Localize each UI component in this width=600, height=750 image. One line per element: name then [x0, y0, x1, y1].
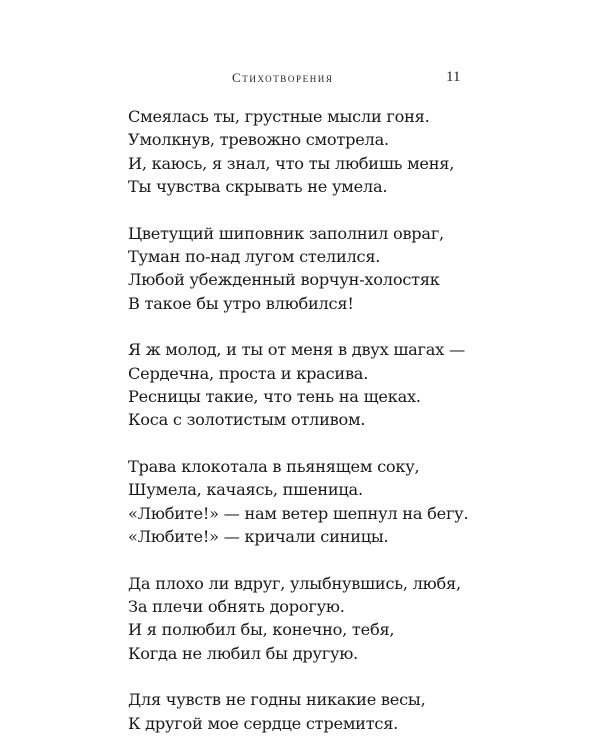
- poem-body: [128, 105, 508, 735]
- page-number: 11: [446, 69, 461, 85]
- poem-line: Для чувств не годны никакие весы,: [128, 690, 426, 710]
- poem-line: Любой убежденный ворчун-холостяк: [128, 270, 440, 290]
- poem-line: Я ж молод, и ты от меня в двух шагах —: [128, 340, 465, 360]
- stanza: [128, 338, 508, 432]
- poem-line: Цветущий шиповник заполнил овраг,: [128, 223, 444, 243]
- poem-line: И я полюбил бы, конечно, тебя,: [128, 620, 395, 640]
- poem-line: За плечи обнять дорогую.: [128, 596, 345, 616]
- stanza: [128, 105, 508, 199]
- poem-line: Да плохо ли вдруг, улыбнувшись, любя,: [128, 573, 461, 593]
- poem-line: Ты чувства скрывать не умела.: [128, 177, 388, 197]
- poem-line: Когда не любил бы другую.: [128, 643, 358, 663]
- poem-line: Трава клокотала в пьянящем соку,: [128, 456, 420, 476]
- poem-line: В такое бы утро влюбился!: [128, 293, 354, 313]
- poem-line: Коса с золотистым отливом.: [128, 410, 366, 430]
- poem-line: «Любите!» — кричали синицы.: [128, 527, 389, 547]
- poem-line: Туман по-над лугом стелился.: [128, 247, 381, 267]
- poem-line: Сердечна, проста и красива.: [128, 363, 369, 383]
- stanza: [128, 222, 508, 316]
- poem-line: И, каюсь, я знал, что ты любишь меня,: [128, 153, 455, 173]
- poem-line: Шумела, качаясь, пшеница.: [128, 480, 363, 500]
- poem-line: К другой мое сердце стремится.: [128, 713, 399, 733]
- stanza: [128, 572, 508, 666]
- poem-line: Смеялась ты, грустные мысли гоня.: [128, 107, 430, 126]
- stanza: [128, 688, 508, 735]
- poem-line: «Любите!» — нам ветер шепнул на бегу.: [128, 503, 469, 523]
- stanza: [128, 455, 508, 549]
- poem-line: Умолкнув, тревожно смотрела.: [128, 130, 389, 150]
- running-head: [0, 70, 600, 92]
- section-title: Стихотворения: [232, 70, 334, 85]
- poem-line: Ресницы такие, что тень на щеках.: [128, 387, 421, 407]
